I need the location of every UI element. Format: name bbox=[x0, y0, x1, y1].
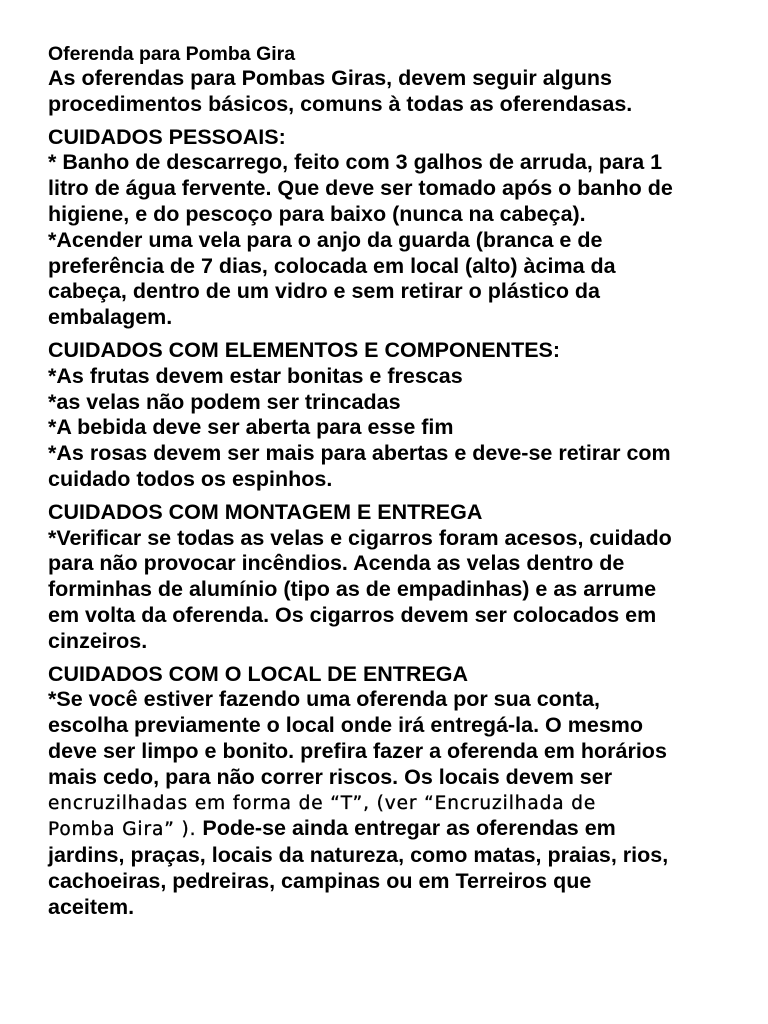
text-line: cinzeiros. bbox=[48, 628, 148, 653]
section-heading: CUIDADOS COM ELEMENTOS E COMPONENTES: bbox=[48, 337, 561, 362]
text-line bbox=[48, 816, 738, 843]
section-heading: CUIDADOS COM MONTAGEM E ENTREGA bbox=[48, 499, 483, 524]
text-line: cuidado todos os espinhos. bbox=[48, 466, 333, 491]
document-page bbox=[48, 42, 738, 928]
text-line: *as velas não podem ser trincadas bbox=[48, 389, 401, 414]
text-line: *As rosas devem ser mais para abertas e deve-se retirar com bbox=[48, 441, 671, 466]
section-block bbox=[48, 500, 738, 655]
text-line: As oferendas para Pombas Giras, devem seguir alguns bbox=[48, 66, 612, 90]
text-line: jardins, praças, locais da natureza, como matas, praias, rios, bbox=[48, 843, 669, 868]
section-block bbox=[48, 125, 738, 331]
text-line: *Se você estiver fazendo uma oferenda por sua conta, bbox=[48, 687, 601, 712]
text-line: para não provocar incêndios. Acenda as velas dentro de bbox=[48, 551, 625, 576]
text-line: forminhas de alumínio (tipo as de empadinhas) e as arrume bbox=[48, 577, 657, 602]
text-line: preferência de 7 dias, colocada em local (alto) àcima da bbox=[48, 253, 616, 278]
text-line: cachoeiras, pedreiras, campinas ou em Terreiros que bbox=[48, 868, 592, 893]
text-line-rest-part: Pode-se ainda entregar as oferendas em bbox=[196, 816, 616, 841]
text-line: embalagem. bbox=[48, 305, 173, 330]
text-line: litro de água fervente. Que deve ser tomado após o banho de bbox=[48, 176, 673, 201]
document-title: Oferenda para Pomba Gira bbox=[48, 43, 296, 65]
text-line: procedimentos básicos, comuns à todas as oferendasas. bbox=[48, 91, 633, 116]
text-line: *Verificar se todas as velas e cigarros foram acesos, cuidado bbox=[48, 525, 672, 550]
intro-paragraph bbox=[48, 66, 738, 118]
text-line: * Banho de descarrego, feito com 3 galhos de arruda, para 1 bbox=[48, 150, 663, 175]
text-line: deve ser limpo e bonito. prefira fazer a oferenda em horários bbox=[48, 738, 667, 763]
section-block bbox=[48, 338, 738, 493]
text-line: escolha previamente o local onde irá entregá-la. O mesmo bbox=[48, 713, 644, 738]
text-line-odd-part: Pomba Gira” ). bbox=[48, 819, 197, 841]
text-line: aceitem. bbox=[48, 894, 135, 919]
section-heading: CUIDADOS COM O LOCAL DE ENTREGA bbox=[48, 661, 469, 686]
section-block bbox=[48, 662, 738, 921]
text-line: *Acender uma vela para o anjo da guarda (branca e de bbox=[48, 227, 603, 252]
text-line: *As frutas devem estar bonitas e frescas bbox=[48, 363, 463, 388]
text-line: cabeça, dentro de um vidro e sem retirar o plástico da bbox=[48, 279, 601, 304]
text-line: em volta da oferenda. Os cigarros devem ser colocados em bbox=[48, 602, 657, 627]
section-heading: CUIDADOS PESSOAIS: bbox=[48, 124, 286, 149]
text-line: higiene, e do pescoço para baixo (nunca na cabeça). bbox=[48, 201, 586, 226]
text-line: encruzilhadas em forma de “T”, (ver “Encruzilhada de bbox=[48, 792, 597, 814]
document-body bbox=[48, 66, 738, 921]
text-line: *A bebida deve ser aberta para esse fim bbox=[48, 415, 454, 440]
text-line: mais cedo, para não correr riscos. Os locais devem ser bbox=[48, 764, 613, 789]
